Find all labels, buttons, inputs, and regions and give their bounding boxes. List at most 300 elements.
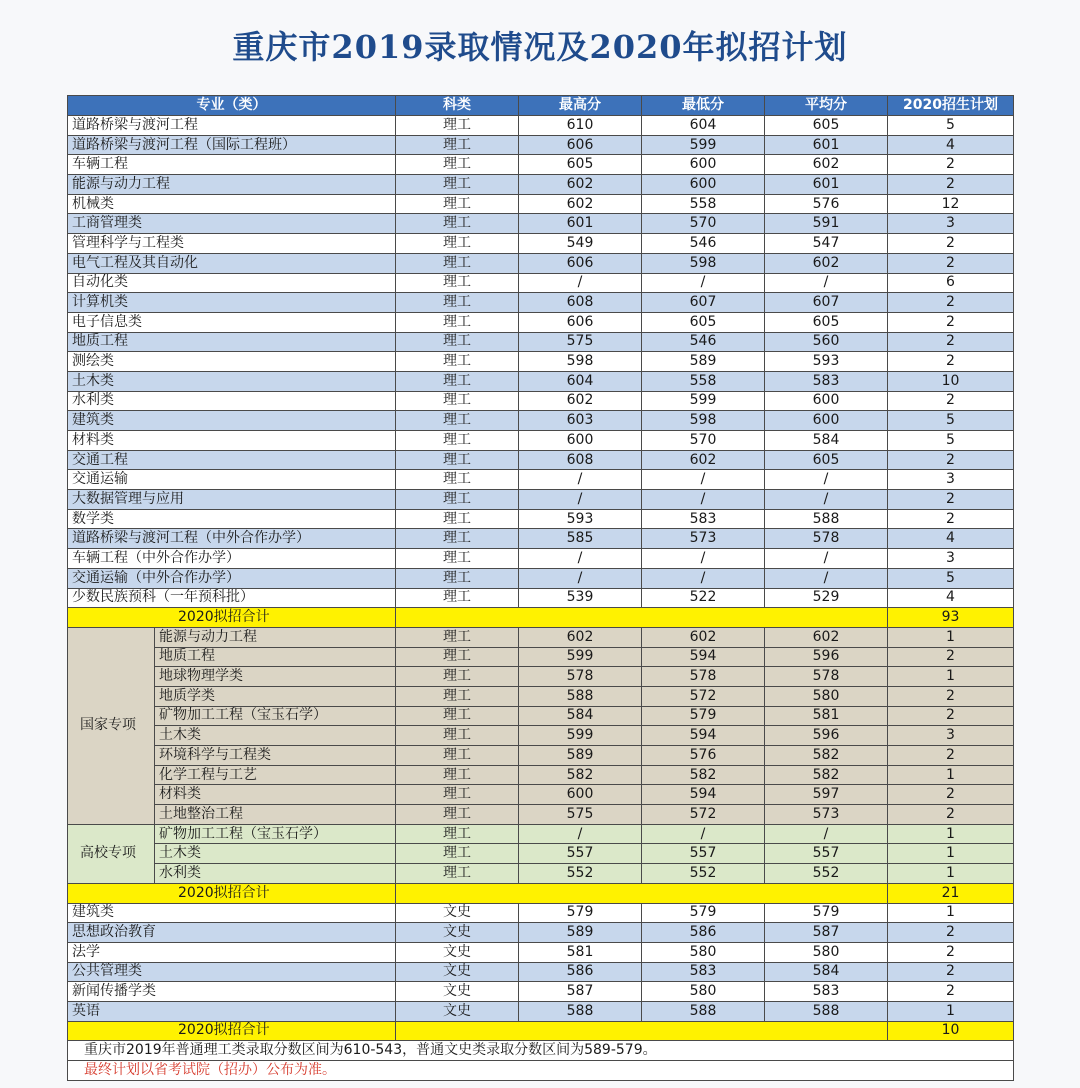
category-cell: 理工 (396, 667, 519, 687)
min-score-cell: 594 (642, 726, 765, 746)
avg-score-cell: 597 (765, 785, 888, 805)
min-score-cell: / (642, 470, 765, 490)
plan-cell: 4 (888, 588, 1014, 608)
table-row (68, 647, 1014, 667)
avg-score-cell: 584 (765, 431, 888, 451)
max-score-cell: 589 (519, 923, 642, 943)
avg-score-cell: 602 (765, 155, 888, 175)
major-cell: 交通工程 (68, 450, 396, 470)
min-score-cell: / (642, 490, 765, 510)
avg-score-cell: 582 (765, 746, 888, 766)
category-cell: 理工 (396, 194, 519, 214)
major-cell: 管理科学与工程类 (68, 234, 396, 254)
max-score-cell: 585 (519, 529, 642, 549)
max-score-cell: 606 (519, 312, 642, 332)
plan-cell: 2 (888, 962, 1014, 982)
category-cell: 理工 (396, 706, 519, 726)
plan-cell: 2 (888, 450, 1014, 470)
plan-cell: 1 (888, 1001, 1014, 1021)
min-score-cell: 573 (642, 529, 765, 549)
avg-score-cell: 573 (765, 805, 888, 825)
min-score-cell: 607 (642, 293, 765, 313)
max-score-cell: 593 (519, 509, 642, 529)
major-cell: 车辆工程（中外合作办学） (68, 549, 396, 569)
max-score-cell: 584 (519, 706, 642, 726)
major-cell: 能源与动力工程 (68, 175, 396, 195)
major-cell: 地质工程 (68, 332, 396, 352)
max-score-cell: 606 (519, 135, 642, 155)
category-cell: 理工 (396, 785, 519, 805)
major-cell: 土地整治工程 (155, 805, 396, 825)
min-score-cell: 558 (642, 194, 765, 214)
category-cell: 理工 (396, 824, 519, 844)
category-cell: 理工 (396, 844, 519, 864)
category-cell: 理工 (396, 312, 519, 332)
min-score-cell: / (642, 568, 765, 588)
table-row (68, 391, 1014, 411)
min-score-cell: 576 (642, 746, 765, 766)
category-cell: 文史 (396, 923, 519, 943)
avg-score-cell: 605 (765, 312, 888, 332)
min-score-cell: 578 (642, 667, 765, 687)
plan-cell: 2 (888, 312, 1014, 332)
avg-score-cell: 596 (765, 647, 888, 667)
major-cell: 土木类 (155, 726, 396, 746)
table-row (68, 942, 1014, 962)
avg-score-cell: 588 (765, 1001, 888, 1021)
avg-score-cell: / (765, 490, 888, 510)
major-cell: 化学工程与工艺 (155, 765, 396, 785)
plan-cell: 3 (888, 549, 1014, 569)
total-value: 21 (888, 883, 1014, 903)
major-cell: 思想政治教育 (68, 923, 396, 943)
admission-table (67, 95, 1014, 1081)
avg-score-cell: 600 (765, 411, 888, 431)
category-cell: 理工 (396, 647, 519, 667)
max-score-cell: 600 (519, 785, 642, 805)
total-value: 10 (888, 1021, 1014, 1041)
major-cell: 计算机类 (68, 293, 396, 313)
plan-cell: 2 (888, 686, 1014, 706)
category-cell: 理工 (396, 490, 519, 510)
min-score-cell: 546 (642, 234, 765, 254)
min-score-cell: 605 (642, 312, 765, 332)
min-score-cell: 572 (642, 805, 765, 825)
category-cell: 理工 (396, 627, 519, 647)
major-cell: 英语 (68, 1001, 396, 1021)
category-cell: 理工 (396, 253, 519, 273)
major-cell: 交通运输 (68, 470, 396, 490)
avg-score-cell: 583 (765, 371, 888, 391)
plan-cell: 2 (888, 785, 1014, 805)
avg-score-cell: 596 (765, 726, 888, 746)
avg-score-cell: / (765, 824, 888, 844)
category-cell: 文史 (396, 1001, 519, 1021)
min-score-cell: 599 (642, 135, 765, 155)
max-score-cell: / (519, 470, 642, 490)
min-score-cell: 546 (642, 332, 765, 352)
table-row (68, 214, 1014, 234)
header-avg-score: 平均分 (765, 96, 888, 116)
table-row (68, 785, 1014, 805)
major-cell: 土木类 (155, 844, 396, 864)
min-score-cell: 604 (642, 116, 765, 136)
table-row (68, 371, 1014, 391)
min-score-cell: 598 (642, 411, 765, 431)
plan-cell: 1 (888, 627, 1014, 647)
major-cell: 电子信息类 (68, 312, 396, 332)
group-label-national: 国家专项 (68, 627, 155, 824)
max-score-cell: 602 (519, 194, 642, 214)
header-major: 专业（类） (68, 96, 396, 116)
category-cell: 理工 (396, 549, 519, 569)
table-row (68, 352, 1014, 372)
category-cell: 理工 (396, 352, 519, 372)
avg-score-cell: 580 (765, 942, 888, 962)
category-cell: 理工 (396, 332, 519, 352)
table-row (68, 155, 1014, 175)
table-row (68, 864, 1014, 884)
avg-score-cell: / (765, 470, 888, 490)
max-score-cell: / (519, 824, 642, 844)
major-cell: 建筑类 (68, 903, 396, 923)
major-cell: 环境科学与工程类 (155, 746, 396, 766)
plan-cell: 2 (888, 352, 1014, 372)
table-row (68, 529, 1014, 549)
max-score-cell: 600 (519, 431, 642, 451)
table-row (68, 312, 1014, 332)
min-score-cell: 602 (642, 450, 765, 470)
plan-cell: 5 (888, 568, 1014, 588)
min-score-cell: / (642, 824, 765, 844)
min-score-cell: 599 (642, 391, 765, 411)
table-row (68, 844, 1014, 864)
plan-cell: 6 (888, 273, 1014, 293)
max-score-cell: 603 (519, 411, 642, 431)
avg-score-cell: 601 (765, 135, 888, 155)
max-score-cell: 601 (519, 214, 642, 234)
min-score-cell: 583 (642, 962, 765, 982)
major-cell: 水利类 (155, 864, 396, 884)
plan-cell: 2 (888, 293, 1014, 313)
min-score-cell: 579 (642, 903, 765, 923)
major-cell: 矿物加工工程（宝玉石学） (155, 824, 396, 844)
min-score-cell: 600 (642, 175, 765, 195)
total-row (68, 1021, 1014, 1041)
category-cell: 文史 (396, 982, 519, 1002)
avg-score-cell: 601 (765, 175, 888, 195)
major-cell: 矿物加工工程（宝玉石学） (155, 706, 396, 726)
plan-cell: 2 (888, 332, 1014, 352)
header-min-score: 最低分 (642, 96, 765, 116)
max-score-cell: 579 (519, 903, 642, 923)
plan-cell: 1 (888, 824, 1014, 844)
plan-cell: 2 (888, 647, 1014, 667)
max-score-cell: 552 (519, 864, 642, 884)
max-score-cell: 589 (519, 746, 642, 766)
avg-score-cell: 587 (765, 923, 888, 943)
header-row (68, 96, 1014, 116)
plan-cell: 1 (888, 844, 1014, 864)
category-cell: 理工 (396, 529, 519, 549)
max-score-cell: 557 (519, 844, 642, 864)
total-label: 2020拟招合计 (68, 1021, 396, 1041)
min-score-cell: 580 (642, 982, 765, 1002)
min-score-cell: / (642, 273, 765, 293)
max-score-cell: 602 (519, 391, 642, 411)
total-row (68, 883, 1014, 903)
plan-cell: 2 (888, 982, 1014, 1002)
max-score-cell: 598 (519, 352, 642, 372)
major-cell: 工商管理类 (68, 214, 396, 234)
min-score-cell: / (642, 549, 765, 569)
plan-cell: 2 (888, 253, 1014, 273)
max-score-cell: 588 (519, 686, 642, 706)
max-score-cell: 599 (519, 726, 642, 746)
min-score-cell: 522 (642, 588, 765, 608)
table-row (68, 765, 1014, 785)
major-cell: 地质学类 (155, 686, 396, 706)
min-score-cell: 572 (642, 686, 765, 706)
category-cell: 理工 (396, 234, 519, 254)
table-row (68, 627, 1014, 647)
table-row (68, 175, 1014, 195)
avg-score-cell: 580 (765, 686, 888, 706)
min-score-cell: 570 (642, 214, 765, 234)
avg-score-cell: 584 (765, 962, 888, 982)
category-cell: 理工 (396, 411, 519, 431)
table-row (68, 135, 1014, 155)
plan-cell: 3 (888, 726, 1014, 746)
table-row (68, 450, 1014, 470)
table-row (68, 490, 1014, 510)
note-row (68, 1061, 1014, 1081)
avg-score-cell: 600 (765, 391, 888, 411)
major-cell: 机械类 (68, 194, 396, 214)
category-cell: 理工 (396, 391, 519, 411)
plan-cell: 2 (888, 942, 1014, 962)
avg-score-cell: 547 (765, 234, 888, 254)
major-cell: 能源与动力工程 (155, 627, 396, 647)
avg-score-cell: 605 (765, 116, 888, 136)
table-row (68, 194, 1014, 214)
category-cell: 理工 (396, 509, 519, 529)
avg-score-cell: 602 (765, 627, 888, 647)
max-score-cell: 605 (519, 155, 642, 175)
min-score-cell: 557 (642, 844, 765, 864)
total-spacer (396, 1021, 888, 1041)
table-row (68, 470, 1014, 490)
plan-cell: 12 (888, 194, 1014, 214)
max-score-cell: 599 (519, 647, 642, 667)
table-row (68, 411, 1014, 431)
table-row (68, 1001, 1014, 1021)
plan-cell: 4 (888, 529, 1014, 549)
max-score-cell: 578 (519, 667, 642, 687)
plan-cell: 2 (888, 234, 1014, 254)
max-score-cell: 608 (519, 293, 642, 313)
plan-cell: 4 (888, 135, 1014, 155)
max-score-cell: 604 (519, 371, 642, 391)
plan-cell: 2 (888, 706, 1014, 726)
min-score-cell: 570 (642, 431, 765, 451)
category-cell: 理工 (396, 726, 519, 746)
min-score-cell: 552 (642, 864, 765, 884)
category-cell: 理工 (396, 588, 519, 608)
category-cell: 理工 (396, 864, 519, 884)
major-cell: 道路桥梁与渡河工程（国际工程班） (68, 135, 396, 155)
max-score-cell: / (519, 549, 642, 569)
table-row (68, 982, 1014, 1002)
max-score-cell: 575 (519, 332, 642, 352)
table-row (68, 549, 1014, 569)
min-score-cell: 602 (642, 627, 765, 647)
plan-cell: 2 (888, 746, 1014, 766)
plan-cell: 1 (888, 765, 1014, 785)
total-spacer (396, 608, 888, 628)
min-score-cell: 598 (642, 253, 765, 273)
major-cell: 地球物理学类 (155, 667, 396, 687)
avg-score-cell: 560 (765, 332, 888, 352)
major-cell: 少数民族预科（一年预科批） (68, 588, 396, 608)
max-score-cell: 575 (519, 805, 642, 825)
avg-score-cell: 579 (765, 903, 888, 923)
major-cell: 道路桥梁与渡河工程（中外合作办学） (68, 529, 396, 549)
plan-cell: 10 (888, 371, 1014, 391)
header-category: 科类 (396, 96, 519, 116)
max-score-cell: 549 (519, 234, 642, 254)
plan-cell: 5 (888, 116, 1014, 136)
min-score-cell: 579 (642, 706, 765, 726)
max-score-cell: 588 (519, 1001, 642, 1021)
major-cell: 自动化类 (68, 273, 396, 293)
major-cell: 大数据管理与应用 (68, 490, 396, 510)
table-row (68, 293, 1014, 313)
major-cell: 数学类 (68, 509, 396, 529)
table-row (68, 746, 1014, 766)
max-score-cell: 587 (519, 982, 642, 1002)
total-label: 2020拟招合计 (68, 608, 396, 628)
category-cell: 理工 (396, 135, 519, 155)
table-row (68, 903, 1014, 923)
plan-cell: 1 (888, 667, 1014, 687)
major-cell: 新闻传播学类 (68, 982, 396, 1002)
avg-score-cell: 581 (765, 706, 888, 726)
major-cell: 车辆工程 (68, 155, 396, 175)
avg-score-cell: 576 (765, 194, 888, 214)
major-cell: 地质工程 (155, 647, 396, 667)
max-score-cell: / (519, 568, 642, 588)
min-score-cell: 600 (642, 155, 765, 175)
table-row (68, 805, 1014, 825)
major-cell: 交通运输（中外合作办学） (68, 568, 396, 588)
major-cell: 水利类 (68, 391, 396, 411)
max-score-cell: 602 (519, 175, 642, 195)
min-score-cell: 588 (642, 1001, 765, 1021)
avg-score-cell: / (765, 549, 888, 569)
max-score-cell: 602 (519, 627, 642, 647)
category-cell: 文史 (396, 962, 519, 982)
plan-cell: 2 (888, 923, 1014, 943)
min-score-cell: 594 (642, 785, 765, 805)
major-cell: 道路桥梁与渡河工程 (68, 116, 396, 136)
max-score-cell: 539 (519, 588, 642, 608)
avg-score-cell: 557 (765, 844, 888, 864)
table-row (68, 431, 1014, 451)
category-cell: 理工 (396, 175, 519, 195)
avg-score-cell: / (765, 273, 888, 293)
avg-score-cell: 593 (765, 352, 888, 372)
major-cell: 材料类 (68, 431, 396, 451)
note-line-1: 重庆市2019年普通理工类录取分数区间为610-543，普通文史类录取分数区间为589-579。 (68, 1041, 1014, 1061)
min-score-cell: 583 (642, 509, 765, 529)
min-score-cell: 586 (642, 923, 765, 943)
avg-score-cell: 529 (765, 588, 888, 608)
avg-score-cell: / (765, 568, 888, 588)
avg-score-cell: 588 (765, 509, 888, 529)
max-score-cell: 586 (519, 962, 642, 982)
plan-cell: 5 (888, 411, 1014, 431)
category-cell: 理工 (396, 470, 519, 490)
category-cell: 理工 (396, 746, 519, 766)
category-cell: 理工 (396, 155, 519, 175)
table-row (68, 706, 1014, 726)
major-cell: 土木类 (68, 371, 396, 391)
total-spacer (396, 883, 888, 903)
category-cell: 理工 (396, 371, 519, 391)
plan-cell: 2 (888, 509, 1014, 529)
note-line-2: 最终计划以省考试院（招办）公布为准。 (68, 1061, 1014, 1081)
avg-score-cell: 591 (765, 214, 888, 234)
avg-score-cell: 582 (765, 765, 888, 785)
plan-cell: 2 (888, 490, 1014, 510)
avg-score-cell: 552 (765, 864, 888, 884)
category-cell: 理工 (396, 805, 519, 825)
table-row (68, 923, 1014, 943)
table-row (68, 332, 1014, 352)
plan-cell: 2 (888, 805, 1014, 825)
category-cell: 理工 (396, 686, 519, 706)
table-row (68, 568, 1014, 588)
min-score-cell: 582 (642, 765, 765, 785)
max-score-cell: / (519, 490, 642, 510)
max-score-cell: 610 (519, 116, 642, 136)
min-score-cell: 589 (642, 352, 765, 372)
total-label: 2020拟招合计 (68, 883, 396, 903)
total-row (68, 608, 1014, 628)
max-score-cell: 608 (519, 450, 642, 470)
category-cell: 理工 (396, 450, 519, 470)
category-cell: 文史 (396, 942, 519, 962)
plan-cell: 3 (888, 470, 1014, 490)
category-cell: 理工 (396, 116, 519, 136)
plan-cell: 2 (888, 175, 1014, 195)
plan-cell: 1 (888, 903, 1014, 923)
table-row (68, 588, 1014, 608)
major-cell: 测绘类 (68, 352, 396, 372)
max-score-cell: 606 (519, 253, 642, 273)
table-row (68, 824, 1014, 844)
avg-score-cell: 607 (765, 293, 888, 313)
major-cell: 材料类 (155, 785, 396, 805)
avg-score-cell: 578 (765, 667, 888, 687)
plan-cell: 3 (888, 214, 1014, 234)
total-value: 93 (888, 608, 1014, 628)
header-plan: 2020招生计划 (888, 96, 1014, 116)
category-cell: 理工 (396, 765, 519, 785)
category-cell: 理工 (396, 273, 519, 293)
note-row (68, 1041, 1014, 1061)
